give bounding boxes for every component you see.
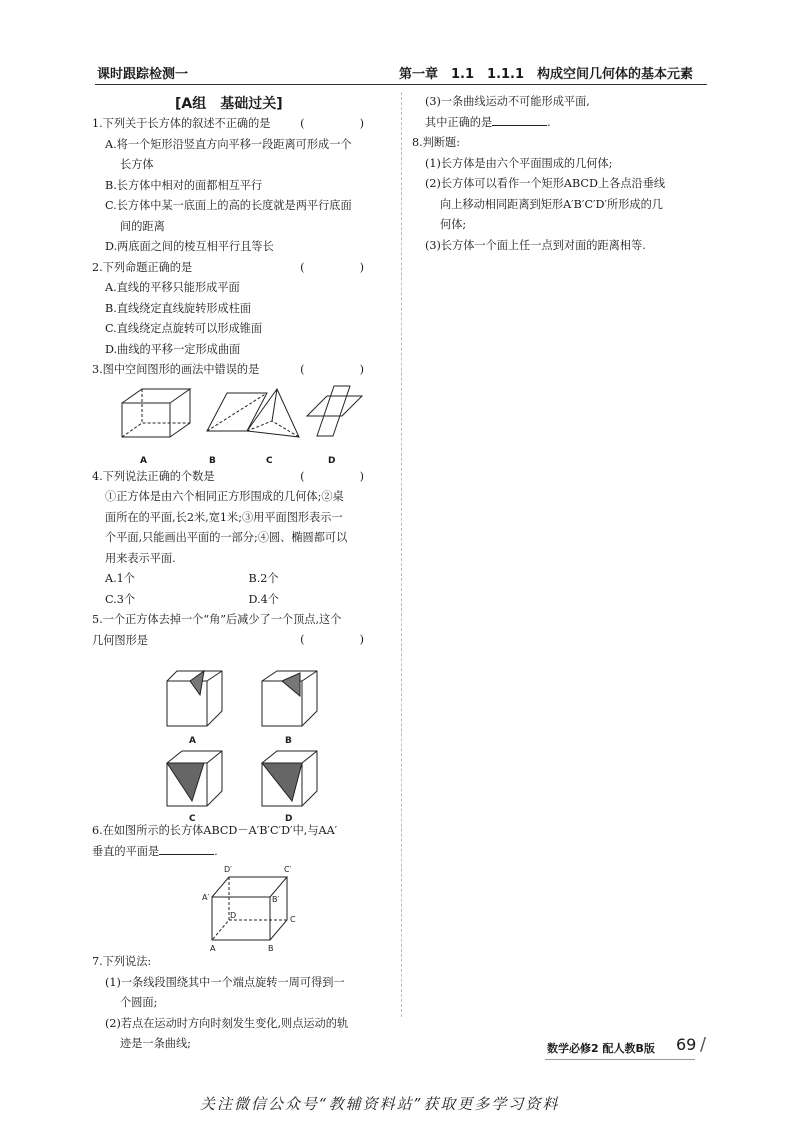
figure-c-tetrahedron: [247, 389, 299, 437]
option-d: D.两底面之间的棱互相平行且等长: [105, 240, 274, 253]
vertex-label: A: [210, 944, 216, 952]
figure-a-box: [122, 389, 190, 437]
statement-line: 个平面,只能画出平面的一部分;④圆、椭圆都可以: [105, 531, 348, 544]
figure-label: A: [140, 455, 147, 466]
statement-2-cont: 何体;: [440, 218, 467, 231]
q5-figures-svg: [92, 651, 392, 821]
right-column: [412, 92, 712, 256]
option-c: C.直线绕定点旋转可以形成锥面: [105, 322, 263, 335]
question-6: [92, 821, 392, 952]
figure-label: A: [189, 736, 196, 746]
question-5: [92, 610, 392, 821]
option-c-cont: 间的距离: [120, 219, 165, 233]
option-d: D.曲线的平移一定形成曲面: [105, 342, 241, 356]
question-2: [92, 258, 392, 361]
q3-figure-labels: [92, 451, 392, 467]
options-row: [92, 590, 392, 611]
figure-label: D: [285, 814, 293, 821]
statement-3: (3)一条曲线运动不可能形成平面,: [425, 95, 590, 108]
answer-paren: ( ): [300, 260, 386, 274]
figure-label: C: [266, 455, 273, 466]
option-a: A.1个: [105, 572, 135, 585]
answer-end: .: [547, 115, 551, 129]
option-b: B.长方体中相对的面都相互平行: [105, 178, 263, 192]
left-column: [92, 114, 392, 1055]
vertex-label: B′: [272, 895, 280, 904]
answer-paren: ( ): [300, 117, 386, 130]
figure-d-planes: [307, 386, 362, 436]
figure-label: C: [189, 814, 196, 821]
statement-2: (2)若点在运动时方向时刻发生变化,则点运动的轨: [105, 1016, 349, 1030]
answer-blank: [159, 842, 214, 855]
cube-figure-a: [167, 671, 222, 726]
q6-cuboid-svg: [92, 862, 392, 952]
statement-line: ①正方体是由六个相同正方形围成的几何体;②桌: [105, 490, 344, 503]
question-stem-cont: 几何图形是: [92, 633, 148, 647]
statement-1-cont: 个圆面;: [120, 996, 158, 1009]
cube-figure-b: [262, 671, 317, 726]
q3-figures-svg: [92, 381, 392, 451]
vertex-label: A′: [202, 893, 210, 902]
statement-3: (3)长方体一个面上任一点到对面的距离相等.: [425, 238, 646, 252]
vertex-label: D′: [224, 865, 232, 874]
option-d: D.4个: [248, 592, 279, 606]
figure-label: B: [285, 736, 292, 746]
statement-line: 面所在的平面,长2米,宽1米;③用平面图形表示一: [105, 510, 343, 524]
question-stem: 7.下列说法:: [92, 955, 152, 968]
watermark-text: 关注微信公众号“教辅资料站”获取更多学习资料: [200, 1095, 560, 1113]
statement-2-cont: 迹是一条曲线;: [120, 1037, 191, 1050]
question-3: [92, 360, 392, 467]
statement-2-cont: 向上移动相同距离到矩形A′B′C′D′所形成的几: [440, 197, 663, 211]
cube-figure-c: [167, 751, 222, 806]
question-stem: 8.判断题:: [412, 136, 461, 149]
question-8: [412, 133, 712, 256]
question-stem: 3.图中空间图形的画法中错误的是: [92, 363, 260, 376]
vertex-label: D: [230, 911, 237, 920]
options-row: [92, 569, 392, 590]
section-label: 课时跟踪检测一: [97, 67, 189, 82]
page-number: 69: [676, 1035, 697, 1054]
answer-paren: ( ): [300, 633, 386, 646]
cube-figure-d: [262, 751, 317, 806]
answer-prompt: 其中正确的是: [425, 115, 493, 129]
group-title: [A组 基础过关]: [175, 96, 283, 112]
answer-line: [412, 113, 712, 134]
statement-line: 用来表示平面.: [105, 551, 176, 565]
q3-figures: [92, 381, 392, 451]
option-b: B.2个: [248, 572, 279, 585]
question-1: [92, 114, 392, 258]
question-4: [92, 467, 392, 611]
option-c: C.长方体中某一底面上的高的长度就是两平行底面: [105, 199, 352, 212]
column-divider: [401, 92, 402, 1017]
statement-1: (1)一条线段围绕其中一个端点旋转一周可得到一: [105, 975, 345, 989]
figure-b-parallelogram: [207, 393, 267, 431]
question-stem-cont: [92, 842, 392, 863]
question-stem: 1.下列关于长方体的叙述不正确的是: [92, 117, 271, 130]
option-b: B.直线绕定直线旋转形成柱面: [105, 301, 252, 315]
answer-paren: ( ): [300, 469, 386, 483]
question-stem: 5.一个正方体去掉一个“角”后减少了一个顶点,这个: [92, 613, 342, 626]
question-stem: 2.下列命题正确的是: [92, 260, 193, 274]
answer-blank: [492, 113, 547, 126]
question-stem: 4.下列说法正确的个数是: [92, 469, 215, 483]
question-7: [92, 952, 392, 1055]
footer-rule: [545, 1059, 695, 1060]
question-stem: 6.在如图所示的长方体ABCD－A′B′C′D′中,与AA′: [92, 824, 338, 837]
option-a-cont: 长方体: [120, 158, 154, 171]
stem-end: .: [214, 844, 218, 858]
header-rule: [95, 84, 707, 85]
vertex-label: B: [268, 944, 274, 952]
answer-paren: ( ): [300, 363, 386, 376]
chapter-heading: 第一章 1.1 1.1.1 构成空间几何体的基本元素: [399, 67, 694, 82]
figure-label: B: [209, 455, 216, 466]
option-c: C.3个: [105, 592, 136, 606]
vertex-label: C: [290, 915, 296, 924]
question-7-cont: [412, 92, 712, 133]
vertex-label: C′: [284, 865, 292, 874]
stem-text: 垂直的平面是: [92, 844, 160, 858]
cuboid-figure: [212, 877, 287, 940]
option-a: A.将一个矩形沿竖直方向平移一段距离可形成一个: [105, 137, 352, 151]
option-a: A.直线的平移只能形成平面: [105, 281, 240, 294]
textbook-badge: 数学必修2 配人教B版: [547, 1042, 655, 1055]
figure-label: D: [328, 455, 336, 466]
statement-2: (2)长方体可以看作一个矩形ABCD上各点沿垂线: [425, 177, 666, 190]
statement-1: (1)长方体是由六个平面围成的几何体;: [425, 156, 613, 170]
page-slash: /: [700, 1034, 707, 1055]
